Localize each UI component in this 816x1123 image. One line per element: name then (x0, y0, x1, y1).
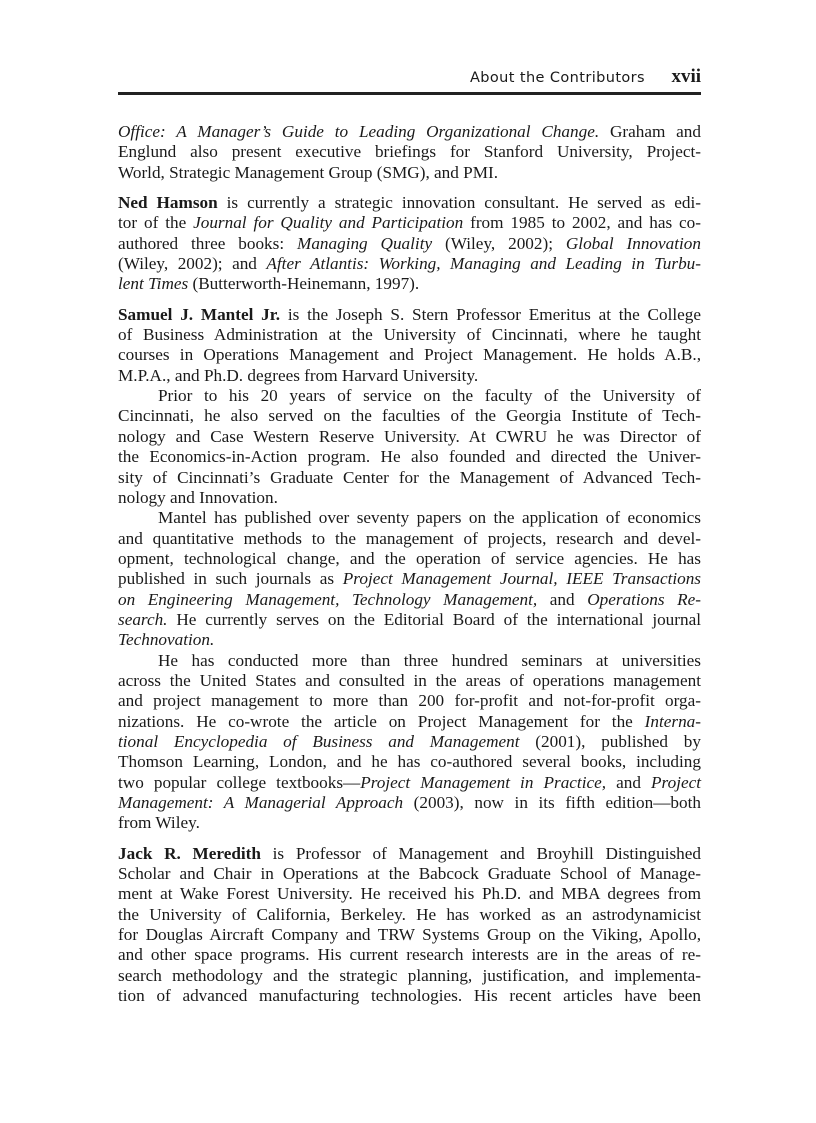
text-span: and (537, 589, 588, 609)
text-line (118, 793, 701, 813)
paragraph (118, 508, 701, 650)
text-span: and quantitative methods to the management of projects, research and devel- (118, 528, 701, 548)
text-span: the Economics-in-Action program. He also founded and directed the Univer- (118, 447, 701, 467)
italic-text: Journal for Quality and Participation (193, 213, 464, 233)
text-span: from 1985 to 2002, and has co- (463, 213, 701, 233)
text-line (118, 366, 701, 386)
text-line (118, 813, 701, 833)
text-line (118, 691, 701, 711)
text-span: M.P.A., and Ph.D. degrees from Harvard University. (118, 365, 479, 385)
text-span: He has conducted more than three hundred seminars at universities (158, 650, 701, 670)
text-span: ment at Wake Forest University. He received his Ph.D. and MBA degrees from (118, 884, 701, 904)
text-span: tor of the (118, 213, 194, 233)
paragraph (118, 844, 701, 1007)
paragraph (118, 193, 701, 295)
italic-text: Project Management Journal, IEEE Transactions (342, 569, 701, 589)
text-line (118, 884, 701, 904)
paragraph (118, 122, 701, 183)
text-line (118, 193, 701, 213)
italic-text: After Atlantis: Working, Managing and Leading in Turbu- (266, 254, 701, 274)
text-line (118, 752, 701, 772)
italic-text: on Engineering Management, Technology Management, (118, 589, 538, 609)
italic-text: Managing Quality (297, 233, 433, 253)
text-span: (2003), now in its fifth edition—both (403, 793, 701, 812)
text-line (118, 386, 701, 406)
text-line (118, 549, 701, 569)
contributor-name: Jack R. Meredith (118, 843, 261, 863)
text-line (118, 671, 701, 691)
text-line (118, 712, 701, 732)
text-span: Mantel has published over seventy papers on the application of economics (158, 508, 701, 528)
text-span: of Business Administration at the University of Cincinnati, where he taught (118, 325, 701, 345)
text-line (118, 844, 701, 864)
text-line (118, 447, 701, 467)
paragraph (118, 386, 701, 508)
text-span: (Wiley, 2002); (432, 233, 566, 253)
text-span: is Professor of Management and Broyhill Distinguished (260, 843, 701, 863)
italic-text: Technovation. (118, 630, 215, 650)
italic-text: lent Times (118, 274, 189, 294)
contributor-name: Ned Hamson (118, 193, 218, 213)
text-span: nology and Innovation. (118, 487, 278, 507)
contributor-name: Samuel J. Mantel Jr. (118, 304, 281, 324)
text-span: nology and Case Western Reserve University. At CWRU he was Director of (118, 426, 701, 446)
text-span: (Butterworth-Heinemann, 1997). (188, 274, 420, 294)
text-line (118, 325, 701, 345)
text-line (118, 213, 701, 233)
text-line (118, 630, 701, 650)
text-span: and project management to more than 200 for-profit and not-for-profit orga- (118, 691, 701, 711)
text-span: opment, technological change, and the operation of service agencies. He has (118, 548, 701, 568)
italic-text: Office: A Manager’s Guide to Leading Organizational Change. (118, 122, 600, 141)
text-line (118, 406, 701, 426)
text-line (118, 305, 701, 325)
section-title: About the Contributors (469, 70, 645, 86)
text-span: published in such journals as (118, 569, 343, 589)
text-line (118, 651, 701, 671)
text-line (118, 234, 701, 254)
text-span: (Wiley, 2002); and (118, 254, 267, 274)
text-line (118, 529, 701, 549)
text-span: Graham and (599, 122, 701, 141)
italic-text: Operations Re- (587, 589, 701, 609)
text-line (118, 122, 701, 142)
text-span: courses in Operations Management and Project Management. He holds A.B., (118, 345, 701, 365)
paragraph (118, 651, 701, 834)
text-line (118, 966, 701, 986)
text-line (118, 345, 701, 365)
text-line (118, 905, 701, 925)
text-span: and other space programs. His current research interests are in the areas of re- (118, 945, 701, 965)
italic-text: Interna- (644, 711, 701, 731)
text-span: sity of Cincinnati’s Graduate Center for the Management of Advanced Tech- (118, 467, 701, 487)
text-line (118, 732, 701, 752)
text-span: and (606, 772, 652, 792)
text-line (118, 254, 701, 274)
text-line (118, 610, 701, 630)
text-span: Thomson Learning, London, and he has co-authored several books, including (118, 752, 701, 772)
text-line (118, 142, 701, 162)
text-span: nizations. He co-wrote the article on Project Management for the (118, 711, 645, 731)
text-span: (2001), published by (519, 731, 701, 751)
text-span: World, Strategic Management Group (SMG), and PMI. (118, 162, 499, 182)
italic-text: tional Encyclopedia of Business and Management (118, 731, 520, 751)
text-span: for Douglas Aircraft Company and TRW Systems Group on the Viking, Apollo, (118, 925, 701, 945)
italic-text: Project Management in Practice, (360, 772, 607, 792)
contributors-text (118, 122, 701, 1006)
text-span: two popular college textbooks— (118, 772, 361, 792)
text-line (118, 427, 701, 447)
text-span: tion of advanced manufacturing technologies. His recent articles have been (118, 986, 701, 1006)
text-span: across the United States and consulted in the areas of operations management (118, 670, 701, 690)
italic-text: Project (651, 772, 701, 792)
text-span: the University of California, Berkeley. He has worked as an astrodynamicist (118, 904, 701, 924)
text-line (118, 274, 701, 294)
text-span: Scholar and Chair in Operations at the Babcock Graduate School of Manage- (118, 864, 701, 884)
text-span: Englund also present executive briefings for Stanford University, Project- (118, 142, 701, 162)
italic-text: Global Innovation (565, 233, 701, 253)
text-line (118, 488, 701, 508)
text-span: Cincinnati, he also served on the faculties of the Georgia Institute of Tech- (118, 406, 701, 426)
text-span: Prior to his 20 years of service on the faculty of the University of (158, 386, 701, 406)
text-line (118, 986, 701, 1006)
text-line (118, 925, 701, 945)
text-span: authored three books: (118, 233, 297, 253)
italic-text: Management: A Managerial Approach (118, 793, 404, 812)
text-line (118, 773, 701, 793)
text-span: He currently serves on the Editorial Board of the international journal (167, 609, 701, 629)
text-span: is the Joseph S. Stern Professor Emeritus at the College (280, 304, 701, 324)
text-span: search methodology and the strategic planning, justification, and implementa- (118, 965, 701, 985)
text-line (118, 864, 701, 884)
text-line (118, 569, 701, 589)
text-line (118, 508, 701, 528)
text-line (118, 163, 701, 183)
page-number: xvii (671, 66, 701, 87)
text-line (118, 468, 701, 488)
text-span: from Wiley. (118, 813, 200, 833)
text-line (118, 945, 701, 965)
italic-text: search. (118, 609, 168, 629)
paragraph (118, 305, 701, 386)
text-line (118, 590, 701, 610)
text-span: is currently a strategic innovation consultant. He served as edi- (217, 193, 701, 213)
running-header (118, 66, 701, 95)
